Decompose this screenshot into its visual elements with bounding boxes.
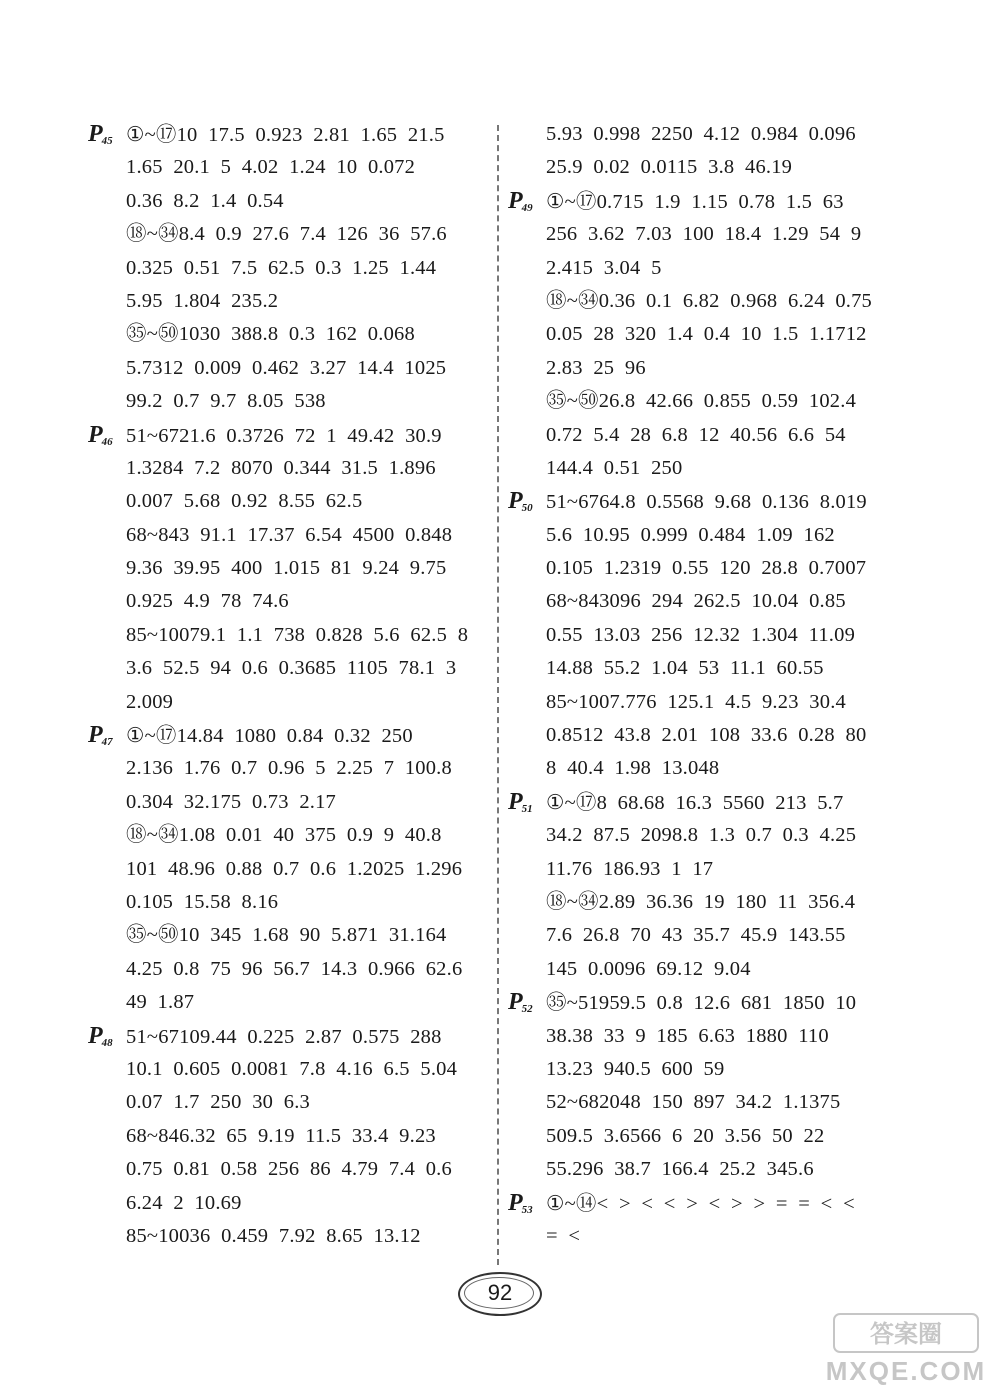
- answer-text: 5.93 0.998 2250 4.12 0.984 0.096: [546, 123, 856, 145]
- answer-line: [88, 752, 488, 785]
- answer-text: 85~10079.1 1.1 738 0.828 5.6 62.5 8: [126, 623, 469, 646]
- answer-text: 5.7312 0.009 0.462 3.27 14.4 1025: [126, 356, 447, 379]
- answer-text: 2.83 25 96: [546, 356, 646, 379]
- answer-text: 0.105 15.58 8.16: [126, 890, 279, 913]
- answer-text: ⑱~㉞2.89 36.36 19 180 11 356.4: [546, 890, 856, 913]
- answer-line: [88, 218, 488, 251]
- answer-text: 6.24 2 10.69: [126, 1191, 242, 1214]
- section-start-line: [508, 185, 908, 218]
- answer-line: [88, 853, 488, 886]
- answer-text: 51~6721.6 0.3726 72 1 49.42 30.9: [126, 424, 442, 447]
- answer-line: [508, 1153, 908, 1186]
- answer-text: 3.6 52.5 94 0.6 0.3685 1105 78.1 3: [126, 657, 457, 680]
- answer-line: [88, 1086, 488, 1119]
- answer-line: [88, 652, 488, 685]
- answer-text: 5.6 10.95 0.999 0.484 1.09 162: [546, 523, 835, 546]
- watermark-text: MXQE.COM: [825, 1356, 987, 1386]
- answer-text: 509.5 3.6566 6 20 3.56 50 22: [546, 1124, 825, 1147]
- answer-line: [508, 552, 908, 585]
- answer-line: [508, 953, 908, 986]
- section-start-line: [508, 986, 908, 1019]
- answer-text: 8 40.4 1.98 13.048: [546, 757, 720, 780]
- answer-line: [88, 151, 488, 184]
- page-number: 92: [487, 1280, 513, 1305]
- answer-text: 2.009: [126, 690, 174, 713]
- answer-text: 145 0.0096 69.12 9.04: [546, 957, 751, 980]
- answer-line: [88, 1187, 488, 1220]
- answer-line: [88, 519, 488, 552]
- answer-line: [88, 686, 488, 719]
- answer-line: [508, 1086, 908, 1119]
- answer-line: [508, 118, 908, 151]
- answer-line: [508, 1053, 908, 1086]
- section-start-line: [508, 485, 908, 518]
- answer-line: [508, 1120, 908, 1153]
- answer-text: 49 1.87: [126, 991, 195, 1014]
- answer-text: 2.415 3.04 5: [546, 256, 662, 279]
- answer-text: 101 48.96 0.88 0.7 0.6 1.2025 1.296: [126, 857, 463, 880]
- answer-text: 4.25 0.8 75 96 56.7 14.3 0.966 62.6: [126, 957, 463, 980]
- answer-text: 0.55 13.03 256 12.32 1.304 11.09: [546, 623, 856, 646]
- answer-text: 0.72 5.4 28 6.8 12 40.56 6.6 54: [546, 423, 846, 446]
- answer-text: ㉟~㊿26.8 42.66 0.855 0.59 102.4: [546, 390, 857, 413]
- answer-line: [508, 151, 908, 184]
- answer-line: [508, 252, 908, 285]
- left-answer-column: [88, 118, 488, 1253]
- answer-line: [88, 1153, 488, 1186]
- answer-line: [88, 786, 488, 819]
- answer-text: 0.05 28 320 1.4 0.4 10 1.5 1.1712: [546, 323, 867, 346]
- answer-text: 68~843 91.1 17.37 6.54 4500 0.848: [126, 523, 453, 546]
- answer-text: ⑱~㉞1.08 0.01 40 375 0.9 9 40.8: [126, 824, 442, 847]
- answer-text: ①~⑭< > < < > < > > = = < <: [546, 1192, 855, 1215]
- answer-text: 1.3284 7.2 8070 0.344 31.5 1.896: [126, 456, 436, 479]
- answer-text: 256 3.62 7.03 100 18.4 1.29 54 9: [546, 223, 862, 246]
- answer-text: 0.07 1.7 250 30 6.3: [126, 1091, 310, 1114]
- svg-text:答案圈: 答案圈: [870, 1320, 942, 1348]
- answer-text: 85~1007.776 125.1 4.5 9.23 30.4: [546, 690, 846, 713]
- answer-text: 0.007 5.68 0.92 8.55 62.5: [126, 490, 363, 513]
- answer-line: [508, 452, 908, 485]
- answer-text: 2.136 1.76 0.7 0.96 5 2.25 7 100.8: [126, 757, 452, 780]
- answer-line: [88, 585, 488, 618]
- answer-line: [88, 1120, 488, 1153]
- answer-line: [88, 619, 488, 652]
- answer-line: [508, 686, 908, 719]
- answer-text: 0.304 32.175 0.73 2.17: [126, 790, 336, 813]
- answer-text: 10.1 0.605 0.0081 7.8 4.16 6.5 5.04: [126, 1057, 458, 1080]
- page-ref-label: $P_{45}$: [88, 121, 113, 147]
- section-start-line: [508, 1187, 908, 1220]
- answer-line: [508, 619, 908, 652]
- answer-text: 68~843096 294 262.5 10.04 0.85: [546, 590, 846, 613]
- answer-line: [508, 419, 908, 452]
- watermark-logo-icon: [832, 1310, 980, 1356]
- answer-text: ⑱~㉞8.4 0.9 27.6 7.4 126 36 57.6: [126, 223, 447, 246]
- answer-line: [88, 318, 488, 351]
- answer-text: 55.296 38.7 166.4 25.2 345.6: [546, 1158, 814, 1181]
- watermark: [818, 1310, 994, 1396]
- answer-line: [88, 886, 488, 919]
- answer-text: ㉟~㊿10 345 1.68 90 5.871 31.164: [126, 924, 447, 947]
- answer-line: [508, 1220, 908, 1253]
- answer-text: 5.95 1.804 235.2: [126, 289, 279, 312]
- answer-line: [508, 886, 908, 919]
- answer-line: [508, 1020, 908, 1053]
- page-ref-label: $P_{47}$: [88, 722, 113, 749]
- answer-line: [508, 352, 908, 385]
- answer-line: [508, 919, 908, 952]
- answer-text: 0.325 0.51 7.5 62.5 0.3 1.25 1.44: [126, 256, 437, 279]
- answer-text: 51~6764.8 0.5568 9.68 0.136 8.019: [546, 491, 867, 514]
- answer-line: [508, 519, 908, 552]
- answer-line: [88, 552, 488, 585]
- answer-line: [88, 385, 488, 418]
- answer-line: [88, 953, 488, 986]
- answer-text: ①~⑰0.715 1.9 1.15 0.78 1.5 63: [546, 190, 844, 213]
- answer-text: 7.6 26.8 70 43 35.7 45.9 143.55: [546, 924, 846, 947]
- answer-text: ①~⑰10 17.5 0.923 2.81 1.65 21.5: [126, 124, 445, 146]
- answer-line: [508, 719, 908, 752]
- answer-text: 52~682048 150 897 34.2 1.1375: [546, 1091, 841, 1114]
- answer-line: [88, 819, 488, 852]
- answer-text: 25.9 0.02 0.0115 3.8 46.19: [546, 156, 793, 179]
- answer-text: 1.65 20.1 5 4.02 1.24 10 0.072: [126, 156, 416, 179]
- answer-line: [88, 1220, 488, 1253]
- section-start-line: [88, 419, 488, 452]
- answer-text: 144.4 0.51 250: [546, 456, 683, 479]
- answer-text: 0.8512 43.8 2.01 108 33.6 0.28 80: [546, 724, 867, 747]
- answer-line: [88, 452, 488, 485]
- page-number-badge: [458, 1272, 542, 1316]
- answer-line: [508, 385, 908, 418]
- answer-text: 51~67109.44 0.225 2.87 0.575 288: [126, 1025, 442, 1048]
- answer-text: 68~846.32 65 9.19 11.5 33.4 9.23: [126, 1124, 436, 1147]
- page-ref-label: $P_{50}$: [508, 488, 533, 515]
- answer-text: ㉟~51959.5 0.8 12.6 681 1850 10: [546, 992, 857, 1015]
- answer-line: [508, 218, 908, 251]
- page-ref-label: $P_{51}$: [508, 788, 533, 815]
- answer-text: ①~⑰14.84 1080 0.84 0.32 250: [126, 725, 413, 748]
- answer-text: 0.75 0.81 0.58 256 86 4.79 7.4 0.6: [126, 1158, 452, 1181]
- page-ref-label: $P_{49}$: [508, 187, 533, 214]
- section-start-line: [88, 118, 488, 151]
- answer-line: [88, 919, 488, 952]
- answer-text: 0.36 8.2 1.4 0.54: [126, 189, 284, 212]
- answer-text: 85~10036 0.459 7.92 8.65 13.12: [126, 1224, 421, 1247]
- answer-line: [88, 285, 488, 318]
- answer-text: 38.38 33 9 185 6.63 1880 110: [546, 1024, 829, 1047]
- answer-line: [508, 285, 908, 318]
- answer-line: [88, 352, 488, 385]
- answer-text: 0.105 1.2319 0.55 120 28.8 0.7007: [546, 557, 867, 580]
- answer-line: [508, 819, 908, 852]
- answer-line: [508, 853, 908, 886]
- page-ref-label: $P_{52}$: [508, 989, 533, 1016]
- answer-text: ①~⑰8 68.68 16.3 5560 213 5.7: [546, 791, 844, 814]
- answer-line: [88, 485, 488, 518]
- answer-line: [508, 585, 908, 618]
- answer-text: 34.2 87.5 2098.8 1.3 0.7 0.3 4.25: [546, 824, 857, 847]
- answer-text: 0.925 4.9 78 74.6: [126, 590, 289, 613]
- answer-line: [88, 1053, 488, 1086]
- section-start-line: [88, 1020, 488, 1053]
- page-ref-label: $P_{46}$: [88, 421, 113, 448]
- answer-line: [88, 252, 488, 285]
- page-ref-label: $P_{53}$: [508, 1189, 533, 1216]
- answer-text: 9.36 39.95 400 1.015 81 9.24 9.75: [126, 557, 447, 580]
- answer-text: 99.2 0.7 9.7 8.05 538: [126, 390, 326, 413]
- answer-text: 13.23 940.5 600 59: [546, 1057, 725, 1080]
- answer-line: [508, 318, 908, 351]
- answer-text: 14.88 55.2 1.04 53 11.1 60.55: [546, 657, 824, 680]
- answer-line: [88, 185, 488, 218]
- answer-text: 11.76 186.93 1 17: [546, 857, 714, 880]
- right-answer-column: [508, 118, 908, 1253]
- answer-text: = <: [546, 1224, 581, 1247]
- page-ref-label: $P_{48}$: [88, 1022, 113, 1049]
- answer-line: [88, 986, 488, 1019]
- answer-text: ㉟~㊿1030 388.8 0.3 162 0.068: [126, 323, 415, 346]
- answer-line: [508, 652, 908, 685]
- answer-line: [508, 752, 908, 785]
- answer-text: ⑱~㉞0.36 0.1 6.82 0.968 6.24 0.75: [546, 289, 872, 312]
- section-start-line: [88, 719, 488, 752]
- column-divider: [497, 125, 499, 1265]
- section-start-line: [508, 786, 908, 819]
